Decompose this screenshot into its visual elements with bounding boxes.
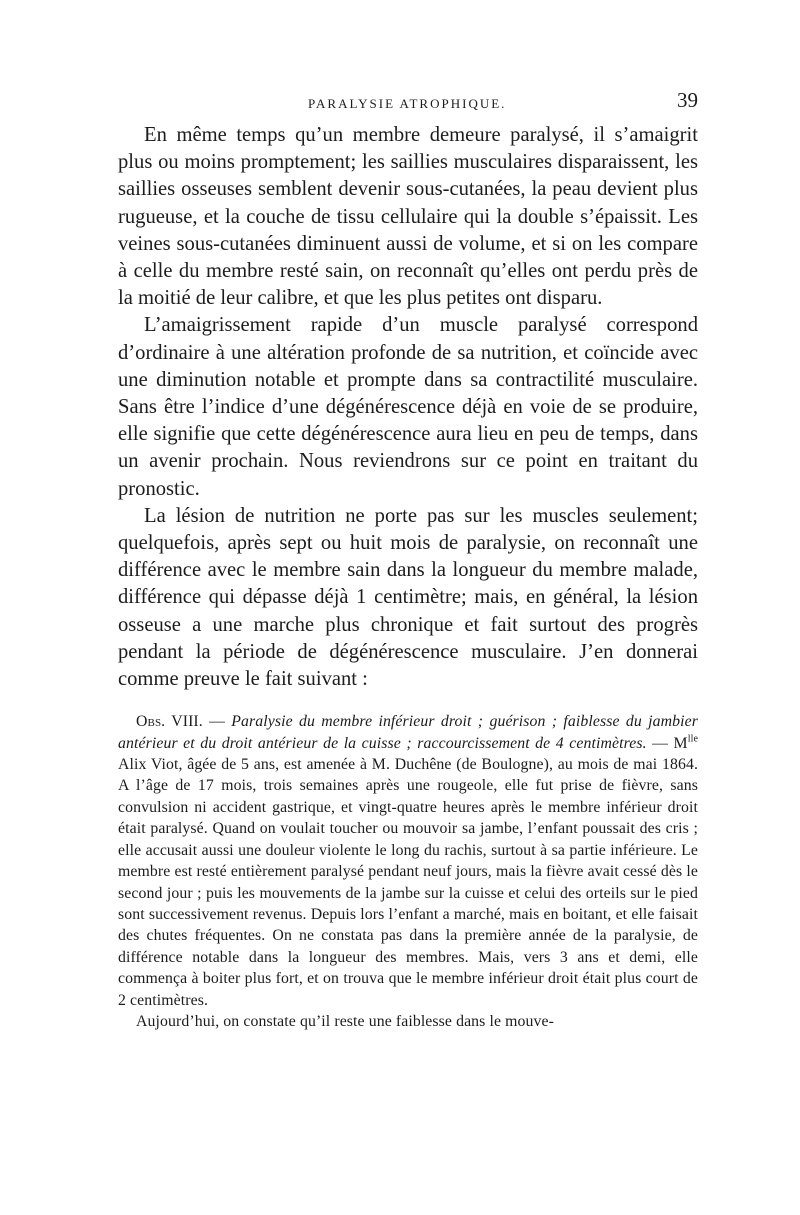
observation-paragraph xyxy=(118,711,698,1011)
running-title: PARALYSIE ATROPHIQUE. xyxy=(308,96,507,111)
paragraph-1: En même temps qu’un membre demeure paralysé, il s’amaigrit plus ou moins promptement; les saillies musculaires disparaissent, les saillies osseuses semblent devenir sous-cutanées, la peau devient plus rugueuse, et la couche de tissu cellulaire qui la double s’épaissit. Les veines sous-cutanées diminuent aussi de volume, et si on les compare à celle du membre resté sain, on reconnaît qu’elles ont perdu près de la moitié de leur calibre, et que les plus petites ont disparu. xyxy=(118,124,698,310)
book-page xyxy=(118,88,698,1032)
page-header xyxy=(118,88,698,122)
paragraph-2: L’amaigrissement rapide d’un muscle paralysé correspond d’ordinaire à une altération profonde de sa nutrition, et coïncide avec une diminution notable et prompte dans sa contractilité musculaire. Sans être l’indice d’une dégénérescence déjà en voie de se produire, elle signifie que cette dégénérescence aura lieu en peu de temps, dans un avenir prochain. Nous reviendrons sur ce point en traitant du pronostic. xyxy=(118,314,698,500)
observation-continuation: Aujourd’hui, on constate qu’il reste une faiblesse dans le mouve- xyxy=(136,1012,554,1030)
observation-block xyxy=(118,711,698,1032)
paragraph-3: La lésion de nutrition ne porte pas sur les muscles seulement; quelquefois, après sept ou huit mois de paralysie, on reconnaît une différence avec le membre sain dans la longueur du membre malade, différence qui dépasse déjà 1 centimètre; mais, en général, la lésion osseuse a une marche plus chronique et fait surtout des progrès pendant la période de dégénérescence musculaire. J’en donnerai comme preuve le fait suivant : xyxy=(118,504,698,691)
observation-intro: — M xyxy=(646,734,688,752)
honorific-superscript: lle xyxy=(687,733,698,745)
body-text xyxy=(118,122,698,693)
observation-title: Paralysie du membre inférieur droit ; guérison ; faiblesse du jambier antérieur et du droit antérieur de la cuisse ; raccourcissement de 4 centimètres. xyxy=(118,713,698,752)
observation-text: Alix Viot, âgée de 5 ans, est amenée à M. Duchêne (de Boulogne), au mois de mai 1864. A l’âge de 17 mois, trois semaines après une rougeole, elle fut prise de fièvre, sans convulsion ni accident gastrique, et vingt-quatre heures après le membre inférieur droit était paralysé. Quand on voulait toucher ou mouvoir sa jambe, l’enfant poussait des cris ; elle accusait aussi une douleur violente le long du rachis, surtout à sa partie inférieure. Le membre est resté entièrement paralysé pendant neuf jours, mais la fièvre avait cessé dès le second jour ; puis les mouvements de la jambe sur la cuisse et celui des orteils sur le pied sont successivement revenus. Depuis lors l’enfant a marché, mais en boitant, et elle faisait des chutes fréquentes. On ne constata pas dans la première année de la paralysie, de différence notable dans la longueur des membres. Mais, vers 3 ans et demi, elle commença à boiter plus fort, et on trouva que le membre inférieur droit était plus court de 2 centimètres. xyxy=(118,756,698,1009)
observation-dash: — xyxy=(202,713,232,731)
page-number: 39 xyxy=(677,88,698,112)
observation-label: Obs. VIII. xyxy=(136,713,203,731)
